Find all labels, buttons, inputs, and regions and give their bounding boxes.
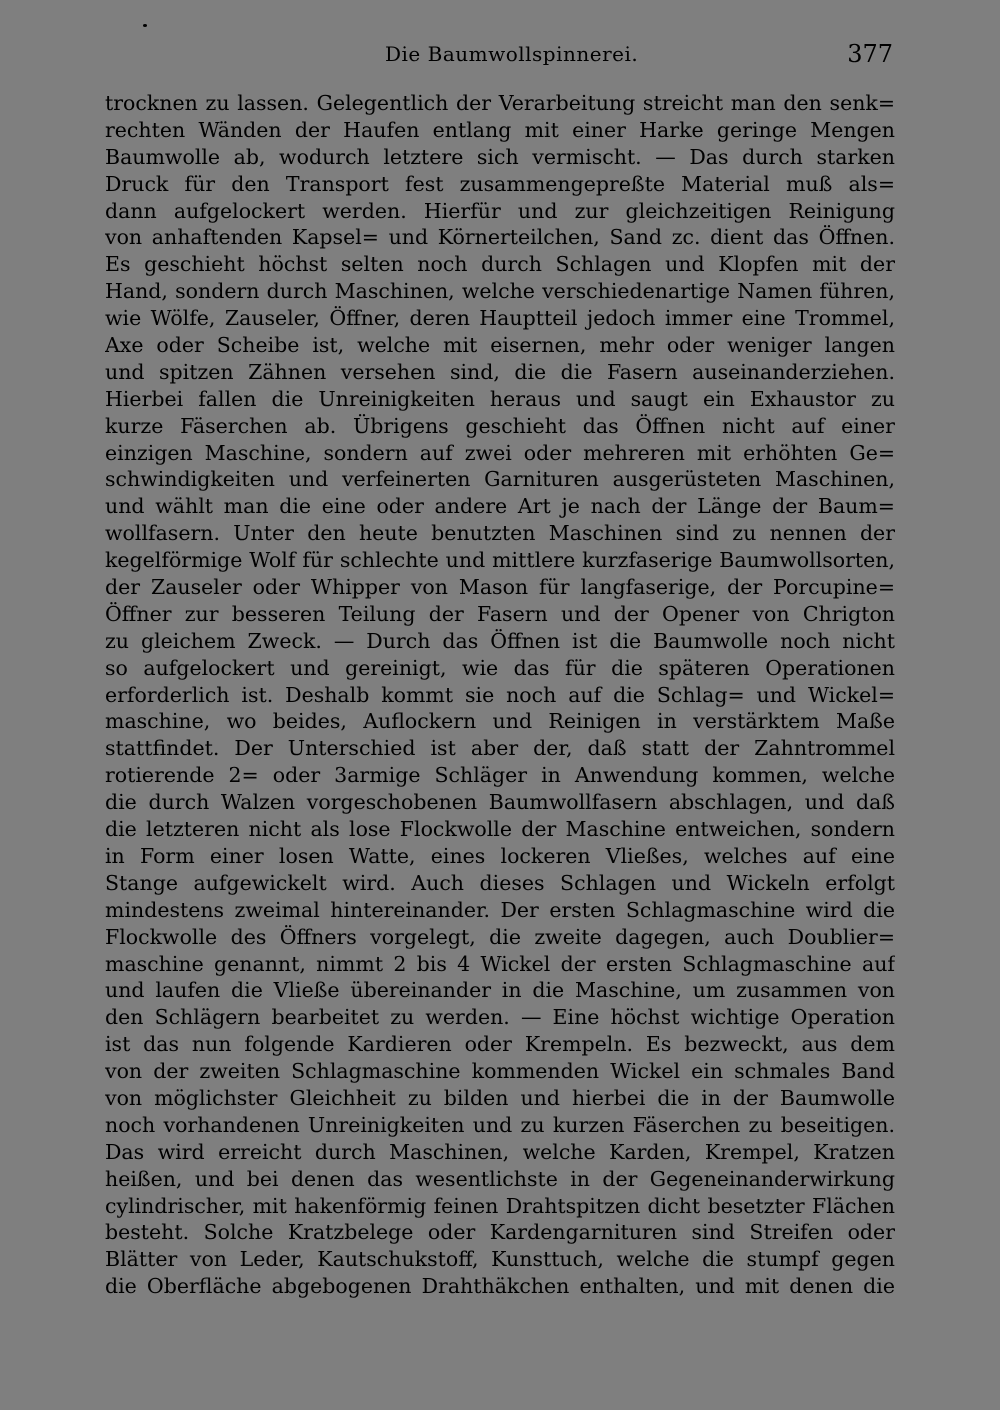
text-line: maschine genannt, nimmt 2 bis 4 Wickel der ersten Schlagmaschine auf bbox=[105, 951, 895, 976]
text-line: wie Wölfe, Zauseler, Öffner, deren Hauptteil jedoch immer eine Trommel, bbox=[105, 306, 895, 331]
page-number: 377 bbox=[847, 40, 893, 68]
text-line: Axe oder Scheibe ist, welche mit eisernen, mehr oder weniger langen bbox=[105, 333, 895, 358]
text-line: von anhaftenden Kapsel= und Körnerteilchen, Sand zc. dient das Öffnen. bbox=[105, 225, 895, 250]
text-line: Stange aufgewickelt wird. Auch dieses Schlagen und Wickeln erfolgt bbox=[105, 870, 895, 895]
text-line: wollfasern. Unter den heute benutzten Maschinen sind zu nennen der bbox=[105, 521, 895, 546]
text-line: ist das nun folgende Kardieren oder Krempeln. Es bezweckt, aus dem bbox=[105, 1032, 895, 1057]
text-line: zu gleichem Zweck. — Durch das Öffnen ist die Baumwolle noch nicht bbox=[105, 628, 895, 653]
text-line: Flockwolle des Öffners vorgelegt, die zweite dagegen, auch Doublier= bbox=[105, 924, 895, 949]
text-line: stattfindet. Der Unterschied ist aber der, daß statt der Zahntrommel bbox=[105, 736, 895, 761]
text-line: besteht. Solche Kratzbelege oder Kardengarnituren sind Streifen oder bbox=[105, 1220, 895, 1245]
text-line: Das wird erreicht durch Maschinen, welche Karden, Krempel, Kratzen bbox=[105, 1139, 895, 1164]
text-line: die durch Walzen vorgeschobenen Baumwollfasern abschlagen, und daß bbox=[105, 790, 895, 815]
text-line: von der zweiten Schlagmaschine kommenden Wickel ein schmales Band bbox=[105, 1059, 895, 1084]
text-line: noch vorhandenen Unreinigkeiten und zu kurzen Fäserchen zu beseitigen. bbox=[105, 1112, 895, 1137]
text-line: cylindrischer, mit hakenförmig feinen Drahtspitzen dicht besetzter Flächen bbox=[105, 1193, 895, 1218]
text-line: trocknen zu lassen. Gelegentlich der Verarbeitung streicht man den senk= bbox=[105, 91, 895, 115]
text-line: einzigen Maschine, sondern auf zwei oder mehreren mit erhöhten Ge= bbox=[105, 440, 895, 465]
text-line: und wählt man die eine oder andere Art je nach der Länge der Baum= bbox=[105, 494, 895, 519]
text-line: heißen, und bei denen das wesentlichste in der Gegeneinanderwirkung bbox=[105, 1166, 895, 1191]
page-speck bbox=[143, 24, 147, 27]
text-line: mindestens zweimal hintereinander. Der ersten Schlagmaschine wird die bbox=[105, 897, 895, 922]
text-line: so aufgelockert und gereinigt, wie das für die späteren Operationen bbox=[105, 655, 895, 680]
text-line: rechten Wänden der Haufen entlang mit einer Harke geringe Mengen bbox=[105, 117, 895, 142]
text-line: Druck für den Transport fest zusammengepreßte Material muß als= bbox=[105, 171, 895, 196]
text-line: von möglichster Gleichheit zu bilden und hierbei die in der Baumwolle bbox=[105, 1085, 895, 1110]
text-line: und spitzen Zähnen versehen sind, die die Fasern auseinanderziehen. bbox=[105, 359, 895, 384]
text-line: schwindigkeiten und verfeinerten Garnituren ausgerüsteten Maschinen, bbox=[105, 467, 895, 492]
running-title: Die Baumwollspinnerei. bbox=[385, 42, 639, 66]
text-line: die letzteren nicht als lose Flockwolle der Maschine entweichen, sondern bbox=[105, 817, 895, 842]
text-line: in Form einer losen Watte, eines lockeren Vließes, welches auf eine bbox=[105, 843, 895, 868]
text-line: den Schlägern bearbeitet zu werden. — Eine höchst wichtige Operation bbox=[105, 1005, 895, 1030]
text-line: Es geschieht höchst selten noch durch Schlagen und Klopfen mit der bbox=[105, 252, 895, 277]
page-header bbox=[105, 38, 895, 74]
text-line: die Oberfläche abgebogenen Drahthäkchen enthalten, und mit denen die bbox=[105, 1274, 895, 1299]
text-line: dann aufgelockert werden. Hierfür und zur gleichzeitigen Reinigung bbox=[105, 198, 895, 223]
text-line: Hierbei fallen die Unreinigkeiten heraus und saugt ein Exhaustor zu bbox=[105, 386, 895, 411]
text-line: Blätter von Leder, Kautschukstoff, Kunsttuch, welche die stumpf gegen bbox=[105, 1247, 895, 1272]
text-line: erforderlich ist. Deshalb kommt sie noch auf die Schlag= und Wickel= bbox=[105, 682, 895, 707]
text-line: der Zauseler oder Whipper von Mason für langfaserige, der Porcupine= bbox=[105, 575, 895, 600]
text-line: rotierende 2= oder 3armige Schläger in Anwendung kommen, welche bbox=[105, 763, 895, 788]
text-line: Hand, sondern durch Maschinen, welche verschiedenartige Namen führen, bbox=[105, 279, 895, 304]
text-line: und laufen die Vließe übereinander in die Maschine, um zusammen von bbox=[105, 978, 895, 1003]
text-line: Baumwolle ab, wodurch letztere sich vermischt. — Das durch starken bbox=[105, 144, 895, 169]
body-text bbox=[105, 90, 895, 1300]
text-line: maschine, wo beides, Auflockern und Reinigen in verstärktem Maße bbox=[105, 709, 895, 734]
text-line: Öffner zur besseren Teilung der Fasern und der Opener von Chrigton bbox=[105, 601, 895, 626]
text-line: kurze Fäserchen ab. Übrigens geschieht das Öffnen nicht auf einer bbox=[105, 413, 895, 438]
text-line: kegelförmige Wolf für schlechte und mittlere kurzfaserige Baumwollsorten, bbox=[105, 548, 895, 573]
